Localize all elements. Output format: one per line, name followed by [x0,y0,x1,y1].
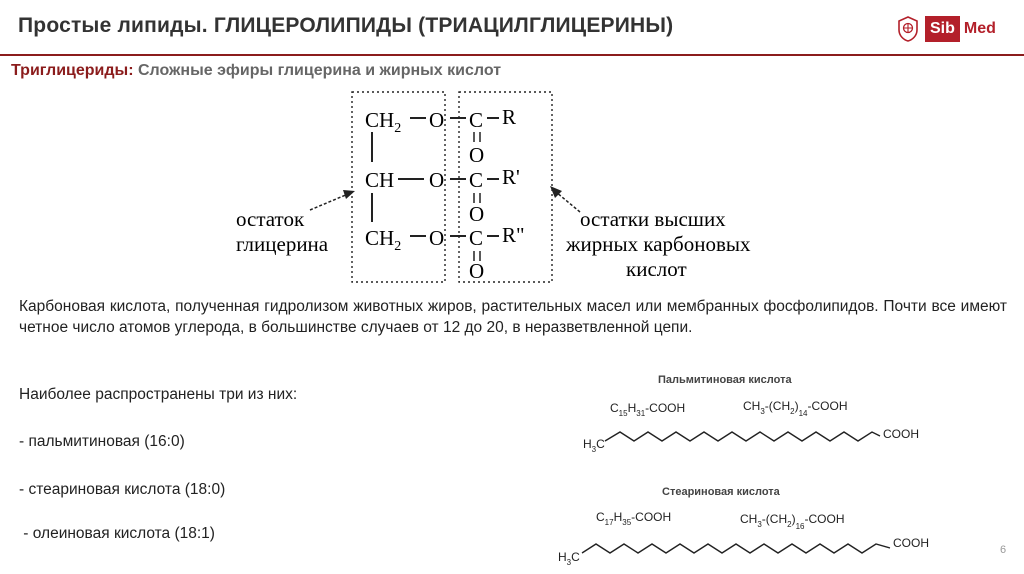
row3-r: R" [502,223,525,247]
acids-label-line3: кислот [626,257,687,281]
description-paragraph: Карбоновая кислота, полученная гидролизом животных жиров, растительных масел или мембранных фосфолипидов. Почти все имеют четное число атомов углерода, в большинстве случаев от 12 до 20, в неразветвленной цепи. [19,298,1007,336]
palmitic-formula-long: $CH_3-(CH_2)_{14}$-COOH [743,399,848,418]
row3-c: C [469,226,484,250]
row1-r: R [502,105,517,129]
row1-c: C [469,108,484,132]
stearic-h3c: $H_3C$ [558,550,580,567]
row2-r: R' [502,165,520,189]
glycerol-label-line2: глицерина [236,232,329,256]
row2-o: O [429,168,445,192]
palmitic-cooh: COOH [883,427,919,441]
palmitic-formula-short: $C_{15}H_{31}$-COOH [610,401,686,418]
slide-title: Простые липиды. ГЛИЦЕРОЛИПИДЫ (ТРИАЦИЛГЛИЦЕРИНЫ) [18,14,674,37]
palmitic-chain [605,432,880,441]
palmitic-title: Пальмитиновая кислота [658,374,792,386]
row2-ch: CH [365,168,395,192]
subtitle-rest: Сложные эфиры глицерина и жирных кислот [137,62,502,79]
row2-c: C [469,168,484,192]
acids-label-line2: жирных карбоновых [566,232,751,256]
logo-med-text: Med [963,20,996,37]
glycerol-label-line1: остаток [236,207,305,231]
row3-o: O [429,226,445,250]
logo-sib-text: Sib [925,16,960,42]
palmitic-h3c: $H_3C$ [583,437,605,454]
row1-carbonyl-o: O [469,143,485,167]
page-number: 6 [1000,544,1007,556]
stearic-formula-short: $C_{17}H_{35}$-COOH [596,510,672,527]
row1-ch: $CH_2$ [365,108,402,136]
stearic-chain [582,544,890,553]
subtitle-lead: Триглицериды: [11,62,134,79]
list-item-stearic: - стеариновая кислота (18:0) [19,481,226,498]
acids-label-line1: остатки высших [580,207,726,231]
stearic-cooh: COOH [893,536,929,550]
intro-line: Наиболее распространены три из них: [19,386,298,403]
row2-carbonyl-o: O [469,202,485,226]
stearic-title: Стеариновая кислота [662,486,780,498]
list-item-oleic: - олеиновая кислота (18:1) [19,525,215,542]
list-item-palmitic: - пальмитиновая (16:0) [19,433,185,450]
row1-o: O [429,108,445,132]
row3-carbonyl-o: O [469,259,485,283]
stearic-formula-long: $CH_3-(CH_2)_{16}$-COOH [740,512,845,531]
row3-ch: $CH_2$ [365,226,402,254]
